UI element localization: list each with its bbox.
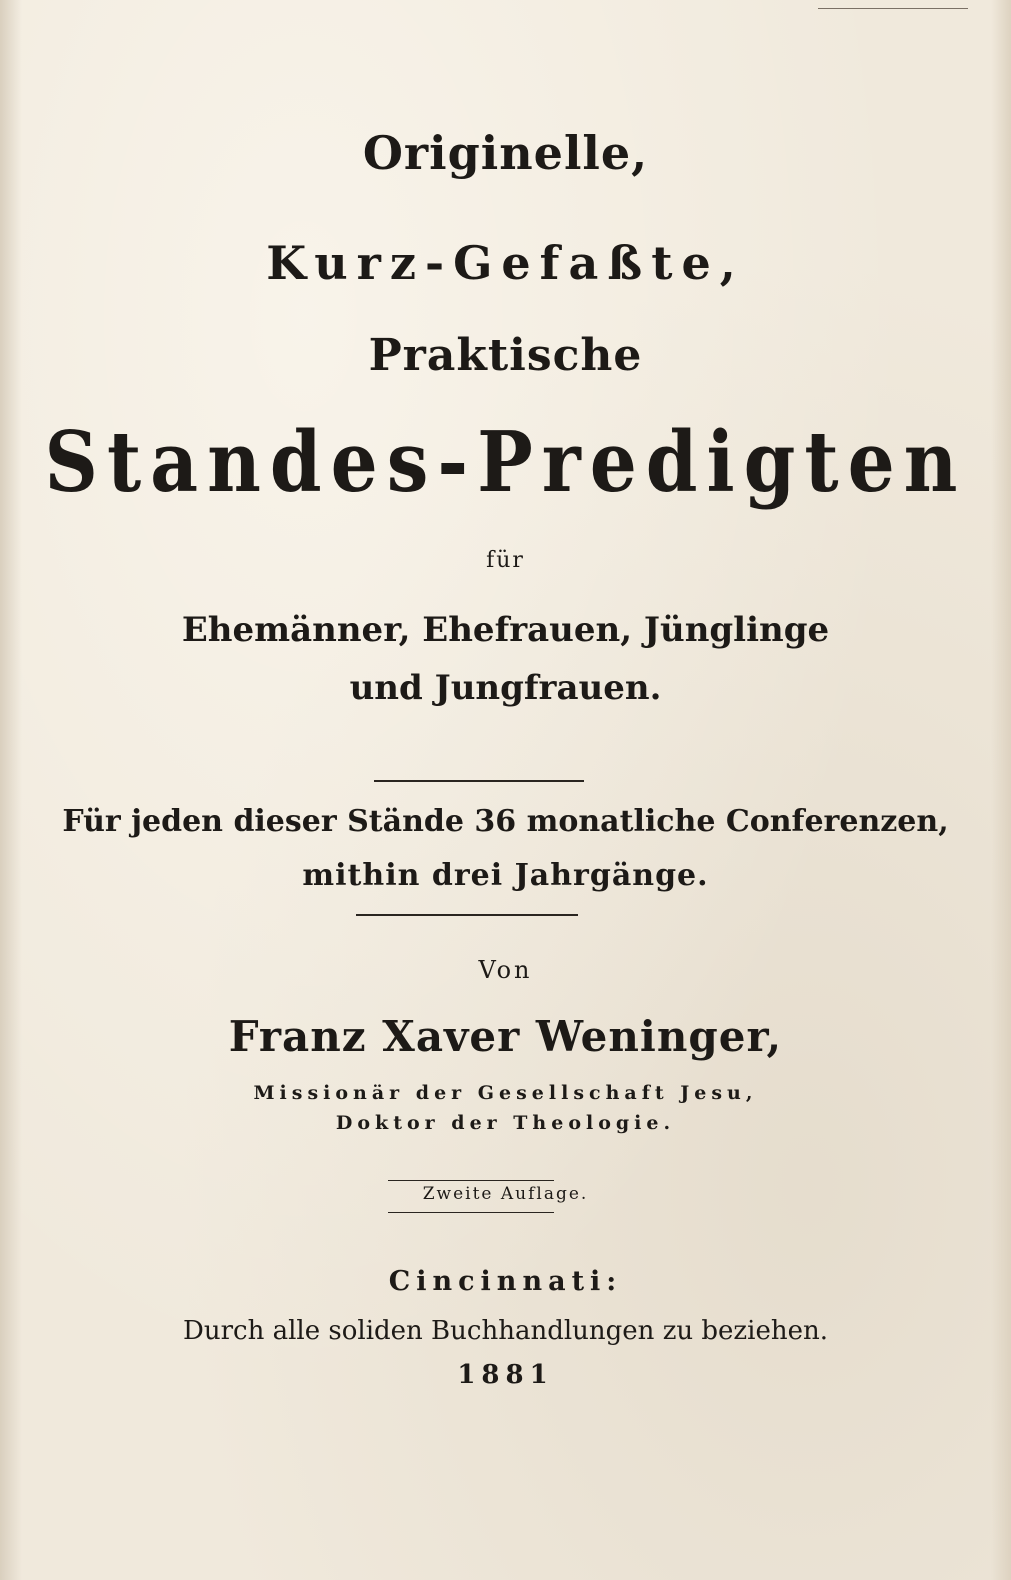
author-title-2: Doktor der Theologie. <box>335 1112 676 1134</box>
top-edge-rule <box>818 8 968 9</box>
author-name: Franz Xaver Weninger, <box>228 1012 783 1061</box>
edition-rule-top <box>388 1180 554 1181</box>
divider-rule-2 <box>356 914 578 916</box>
author-title-1: Missionär der Gesellschaft Jesu, <box>253 1082 758 1104</box>
edition-label: Zweite Auflage. <box>422 1184 589 1204</box>
title-line-praktische: Praktische <box>368 330 643 381</box>
publication-place: Cincinnati: <box>388 1266 623 1297</box>
edition-rule-bottom <box>388 1212 554 1213</box>
title-line-originelle: Originelle, <box>362 126 649 180</box>
title-line-fuer: für <box>486 548 525 573</box>
by-label: Von <box>478 956 533 984</box>
audience-line-1: Ehemänner, Ehefrauen, Jünglinge <box>181 610 830 650</box>
distribution-note: Durch alle soliden Buchhandlungen zu beziehen. <box>183 1316 828 1346</box>
title-line-kurz-gefasste: Kurz-Gefaßte, <box>266 236 745 290</box>
description-line-1: Für jeden dieser Stände 36 monatliche Conferenzen, <box>62 804 949 839</box>
description-line-2: mithin drei Jahrgänge. <box>302 858 709 893</box>
audience-line-2: und Jungfrauen. <box>349 668 662 708</box>
divider-rule-1 <box>374 780 584 782</box>
publication-year: 1881 <box>457 1360 554 1390</box>
main-title: Standes-Predigten <box>44 414 967 512</box>
